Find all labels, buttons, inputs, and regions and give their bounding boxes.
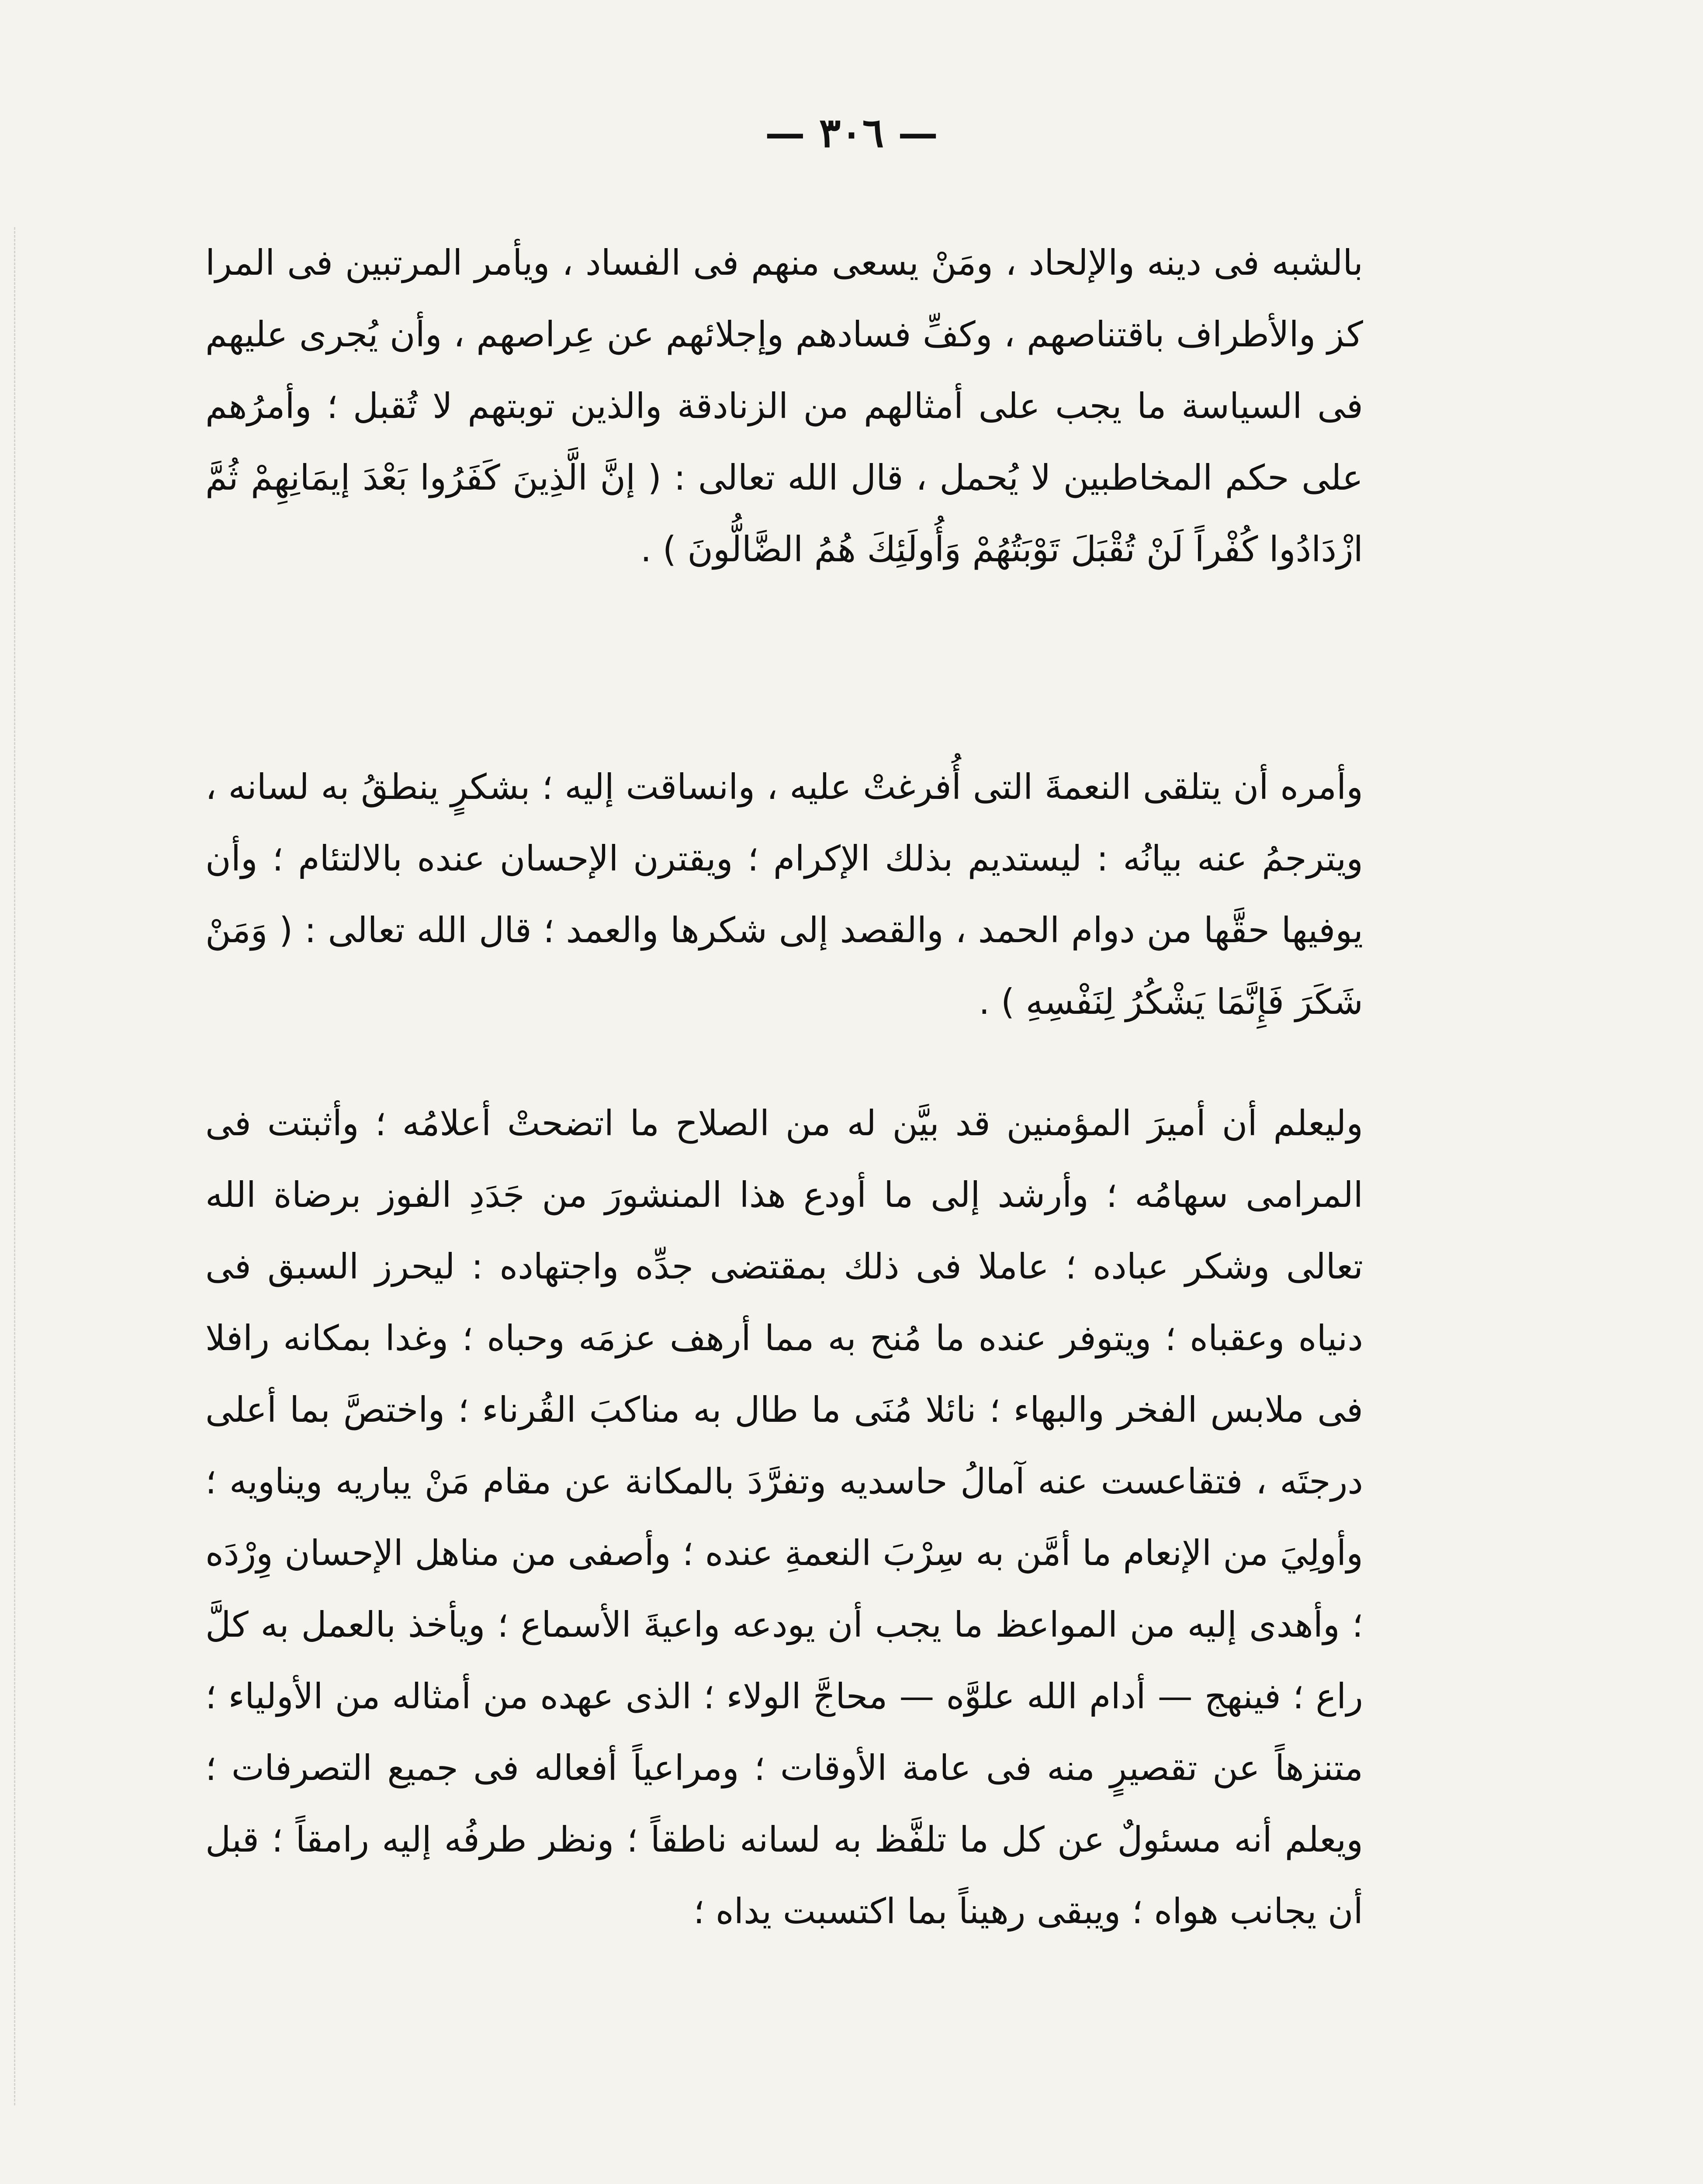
paragraph-2: وأمره أن يتلقى النعمةَ التى أُفرغتْ عليه ، وانساقت إليه ؛ بشكرٍ ينطقُ به لسانه ، ويترجمُ عنه بيانُه : ليستديم بذلك الإكرام ؛ ويقترن الإحسان عنده بالالتئام ؛ وأن يوفيها حقَّها من دوام الحمد ، والقصد إلى شكرها والعمد ؛ قال الله تعالى : ( وَمَنْ شَكَرَ فَإِنَّمَا يَشْكُرُ لِنَفْسِهِ ) .	[205, 767, 1363, 1022]
binding-edge	[14, 227, 17, 2105]
paragraph-2-block	[205, 751, 1363, 1038]
paragraph-3-block	[205, 1088, 1363, 1947]
paragraph-1-block	[205, 227, 1363, 585]
paragraph-3: وليعلم أن أميرَ المؤمنين قد بيَّن له من الصلاح ما اتضحتْ أعلامُه ؛ وأثبتت فى المرامى سهامُه ؛ وأرشد إلى ما أودع هذا المنشورَ من جَدَدِ الفوز برضاة الله تعالى وشكر عباده ؛ عاملا فى ذلك بمقتضى جدِّه واجتهاده : ليحرز السبق فى دنياه وعقباه ؛ ويتوفر عنده ما مُنح به مما أرهف عزمَه وحباه ؛ وغدا بمكانه رافلا فى ملابس الفخر والبهاء ؛ نائلا مُنَى ما طال به مناكبَ القُرناء ؛ واختصَّ بما أعلى درجتَه ، فتقاعست عنه آمالُ حاسديه وتفرَّدَ بالمكانة عن مقام مَنْ يباريه ويناويه ؛ وأولِيَ من الإنعام ما أمَّن به سِرْبَ النعمةِ عنده ؛ وأصفى من مناهل الإحسان وِرْدَه ؛ وأهدى إليه من المواعظ ما يجب أن يودعه واعيةَ الأسماع ؛ ويأخذ بالعمل به كلَّ راع ؛ فينهج — أدام الله علوَّه — محاجَّ الولاء ؛ الذى عهده من أمثاله من الأولياء ؛ متنزهاً عن تقصيرٍ منه فى عامة الأوقات ؛ ومراعياً أفعاله فى جميع التصرفات ؛ ويعلم أنه مسئولٌ عن كل ما تلفَّظ به لسانه ناطقاً ؛ ونظر طرفُه إليه رامقاً ؛ قبل أن يجانب هواه ؛ ويبقى رهيناً بما اكتسبت يداه ؛	[205, 1103, 1363, 1932]
paragraph-1: بالشبه فى دينه والإلحاد ، ومَنْ يسعى منهم فى الفساد ، ويأمر المرتبين فى المرا كز والأطراف باقتناصهم ، وكفِّ فسادهم وإجلائهم عن عِراصهم ، وأن يُجرى عليهم فى السياسة ما يجب على أمثالهم من الزنادقة والذين توبتهم لا تُقبل ؛ وأمرُهم على حكم المخاطبين لا يُحمل ، قال الله تعالى : ( إنَّ الَّذِينَ كَفَرُوا بَعْدَ إيمَانِهِمْ ثُمَّ ازْدَادُوا كُفْراً لَنْ تُقْبَلَ تَوْبَتُهُمْ وَأُولَئِكَ هُمُ الضَّالُّونَ ) .	[205, 242, 1363, 570]
page-number: — ٣٠٦ —	[765, 109, 938, 156]
